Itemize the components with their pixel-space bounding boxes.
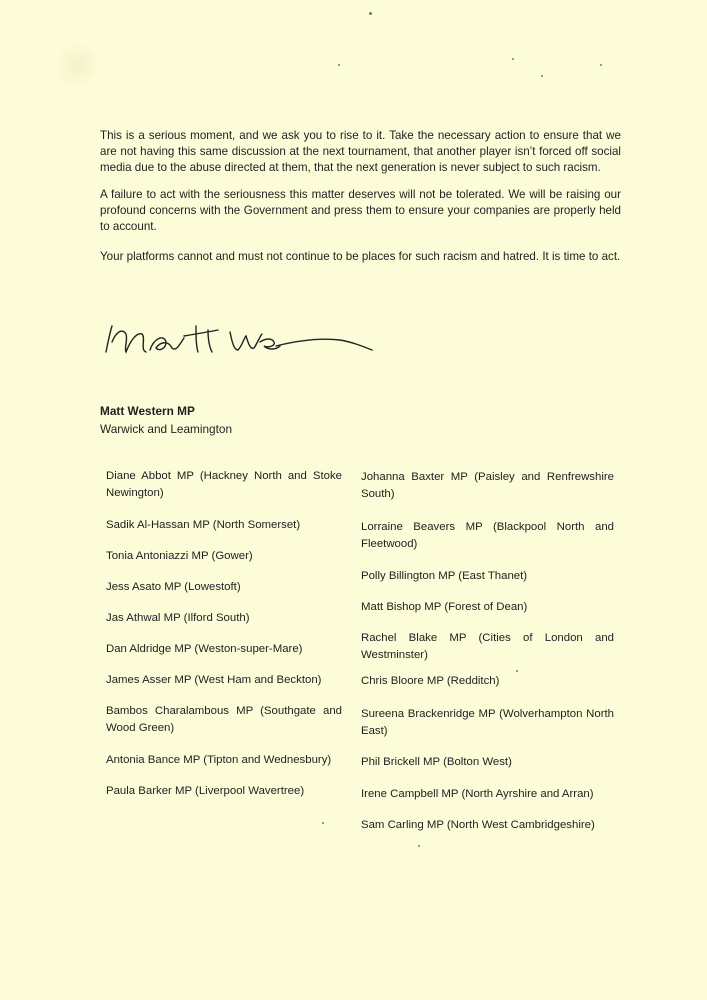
signatory: Sadik Al-Hassan MP (North Somerset) bbox=[106, 519, 301, 531]
signatory: Sam Carling MP (North West Cambridgeshire) bbox=[361, 819, 595, 831]
signatory: Dan Aldridge MP (Weston-super-Mare) bbox=[106, 643, 303, 655]
signatory: Antonia Bance MP (Tipton and Wednesbury) bbox=[106, 754, 332, 766]
signatory: Irene Campbell MP (North Ayrshire and Arran) bbox=[361, 788, 594, 800]
scan-speck bbox=[512, 58, 514, 60]
signatory: Chris Bloore MP (Redditch) bbox=[361, 675, 500, 687]
signatory: Sureena Brackenridge MP (Wolverhampton North East) bbox=[361, 708, 614, 737]
handwritten-signature bbox=[100, 312, 390, 362]
paper-smudge bbox=[55, 40, 100, 90]
signatory: Polly Billington MP (East Thanet) bbox=[361, 570, 528, 582]
letter-paragraph: A failure to act with the seriousness this matter deserves will not be tolerated. We will be raising our profound concerns with the Government and press them to ensure your companies are properly held to account. bbox=[100, 188, 621, 233]
signatory: Diane Abbot MP (Hackney North and Stoke Newington) bbox=[106, 470, 342, 499]
scan-speck bbox=[418, 845, 420, 847]
signatory: Lorraine Beavers MP (Blackpool North and Fleetwood) bbox=[361, 521, 614, 550]
signatory: Tonia Antoniazzi MP (Gower) bbox=[106, 550, 253, 562]
signatory: James Asser MP (West Ham and Beckton) bbox=[106, 674, 322, 686]
scan-speck bbox=[322, 822, 324, 824]
signatory: Johanna Baxter MP (Paisley and Renfrewshire South) bbox=[361, 471, 614, 500]
signer-name: Matt Western MP bbox=[100, 404, 195, 418]
signatory: Jess Asato MP (Lowestoft) bbox=[106, 581, 241, 593]
scan-speck bbox=[516, 670, 518, 672]
signatory: Matt Bishop MP (Forest of Dean) bbox=[361, 601, 528, 613]
letter-paragraph: Your platforms cannot and must not continue to be places for such racism and hatred. It is time to act. bbox=[100, 250, 621, 263]
scan-speck bbox=[369, 12, 372, 15]
signatory: Bambos Charalambous MP (Southgate and Wood Green) bbox=[106, 705, 342, 734]
signatory: Jas Athwal MP (Ilford South) bbox=[106, 612, 250, 624]
signatory: Rachel Blake MP (Cities of London and Westminster) bbox=[361, 632, 614, 661]
signatory: Paula Barker MP (Liverpool Wavertree) bbox=[106, 785, 305, 797]
signatory: Phil Brickell MP (Bolton West) bbox=[361, 756, 512, 768]
letter-paragraph: This is a serious moment, and we ask you to rise to it. Take the necessary action to ensure that we are not having this same discussion at the next tournament, that another player isn’t forced off social media due to the abuse directed at them, that the next generation is never subject to such racism. bbox=[100, 129, 621, 174]
scan-speck bbox=[600, 64, 602, 66]
scan-speck bbox=[338, 64, 340, 66]
scan-speck bbox=[541, 75, 543, 77]
signer-constituency: Warwick and Leamington bbox=[100, 422, 233, 436]
